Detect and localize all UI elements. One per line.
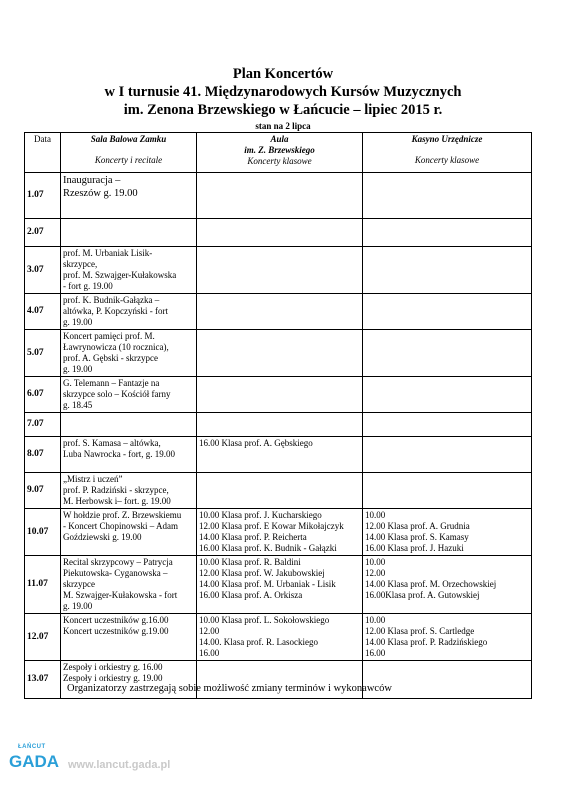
table-row xyxy=(25,509,532,556)
cell-line: 10.00 Klasa prof. R. Baldini xyxy=(199,557,301,567)
cell-sala-balowa xyxy=(61,614,197,661)
cell-line: 14.00. Klasa prof. R. Lasockiego xyxy=(199,637,318,647)
table-row xyxy=(25,614,532,661)
cell-line: 16.00 Klasa prof. K. Budnik - Gałązki xyxy=(199,543,337,553)
cell-line: Zespoły i orkiestry g. 19.00 xyxy=(63,673,163,683)
header-kasyno-title: Kasyno Urzędnicze xyxy=(411,134,483,144)
cell-line: - fort g. 19.00 xyxy=(63,281,113,291)
cell-aula xyxy=(197,509,363,556)
header-aula-title: Aula xyxy=(270,134,289,144)
cell-line: 10.00 Klasa prof. J. Kucharskiego xyxy=(199,510,322,520)
cell-line: 14.00 Klasa prof. M. Urbaniak - Lisik xyxy=(199,579,336,589)
header-aula xyxy=(197,133,363,173)
cell-line: prof. S. Kamasa – altówka, xyxy=(63,438,161,448)
header-sala-balowa xyxy=(61,133,197,173)
cell-aula xyxy=(197,556,363,614)
header-date-label: Data xyxy=(34,134,51,144)
header-aula-sub: Koncerty klasowe xyxy=(247,156,312,166)
cell-line: - Koncert Chopinowski – Adam xyxy=(63,521,178,531)
cell-line: g. 19.00 xyxy=(63,364,93,374)
cell-line: Koncert uczestników g.19.00 xyxy=(63,626,169,636)
row-date: 5.07 xyxy=(25,330,61,377)
watermark-url: www.lancut.gada.pl xyxy=(68,759,171,771)
cell-line: 12.00 Klasa prof. W. Jakubowskiej xyxy=(199,568,325,578)
title-line-2: w I turnusie 41. Międzynarodowych Kursów Muzycznych xyxy=(104,84,462,100)
table-row xyxy=(25,413,532,437)
cell-line: 12.00 xyxy=(199,626,220,636)
gada-logo xyxy=(6,744,66,780)
cell-line: 16.00 Klasa prof. J. Hazuki xyxy=(365,543,464,553)
row-date: 13.07 xyxy=(25,661,61,699)
cell-line: 12.00 Klasa prof. A. Grudnia xyxy=(365,521,470,531)
cell-line: 14.00 Klasa prof. S. Kamasy xyxy=(365,532,469,542)
row-date: 11.07 xyxy=(25,556,61,614)
cell-line: skrzypce solo – Kościół farny xyxy=(63,389,171,399)
cell-sala-balowa xyxy=(61,473,197,509)
cell-line: prof. A. Gębski - skrzypce xyxy=(63,353,158,363)
cell-line: 10.00 xyxy=(365,557,386,567)
logo-top-text: ŁAŃCUT xyxy=(18,744,46,750)
cell-sala-balowa xyxy=(61,509,197,556)
table-row xyxy=(25,294,532,330)
cell-line: skrzypce, xyxy=(63,259,98,269)
table-row xyxy=(25,556,532,614)
table-row xyxy=(25,247,532,294)
cell-kasyno xyxy=(363,509,532,556)
cell-kasyno xyxy=(363,173,532,219)
cell-line: 16.00 Klasa prof. A. Gębskiego xyxy=(199,438,313,448)
cell-line: 12.00 Klasa prof. E Kowar Mikołajczyk xyxy=(199,521,344,531)
cell-line: skrzypce xyxy=(63,579,95,589)
cell-line: prof. M. Urbaniak Lisik- xyxy=(63,248,153,258)
cell-line: prof. P. Radziński - skrzypce, xyxy=(63,485,169,495)
title-line-3: im. Zenona Brzewskiego w Łańcucie – lipiec 2015 r. xyxy=(123,102,443,118)
cell-line: 12.00 Klasa prof. S. Cartledge xyxy=(365,626,475,636)
row-date: 3.07 xyxy=(25,247,61,294)
cell-line: Luba Nawrocka - fort, g. 19.00 xyxy=(63,449,175,459)
cell-line: Rzeszów g. 19.00 xyxy=(63,188,138,199)
status-date: stan na 2 lipca xyxy=(255,121,311,131)
cell-aula xyxy=(197,330,363,377)
cell-line: 14.00 Klasa prof. P. Radzińskiego xyxy=(365,637,488,647)
cell-line: Recital skrzypcowy – Patrycja xyxy=(63,557,173,567)
cell-line: G. Telemann – Fantazje na xyxy=(63,378,160,388)
cell-line: Ławrynowicza (10 rocznica), xyxy=(63,342,169,352)
cell-line: 10.00 Klasa prof. L. Sokołowskiego xyxy=(199,615,330,625)
cell-line: 16.00 Klasa prof. A. Orkisza xyxy=(199,590,303,600)
cell-sala-balowa xyxy=(61,556,197,614)
cell-kasyno xyxy=(363,294,532,330)
table-row xyxy=(25,437,532,473)
row-date: 8.07 xyxy=(25,437,61,473)
cell-line: 12.00 xyxy=(365,568,386,578)
cell-line: Zespoły i orkiestry g. 16.00 xyxy=(63,662,163,672)
cell-line: Inauguracja – xyxy=(63,175,121,186)
cell-line: 16.00 xyxy=(199,648,220,658)
header-sala-balowa-title: Sala Balowa Zamku xyxy=(90,134,167,144)
cell-sala-balowa xyxy=(61,377,197,413)
cell-line: Koncert pamięci prof. M. xyxy=(63,331,155,341)
cell-aula xyxy=(197,247,363,294)
cell-line: g. 19.00 xyxy=(63,317,93,327)
row-date: 10.07 xyxy=(25,509,61,556)
logo-main-text: GADA xyxy=(9,752,60,771)
row-date: 2.07 xyxy=(25,219,61,247)
concert-schedule-table xyxy=(24,132,532,699)
cell-aula xyxy=(197,614,363,661)
table-row xyxy=(25,330,532,377)
cell-sala-balowa xyxy=(61,330,197,377)
cell-aula xyxy=(197,294,363,330)
cell-aula xyxy=(197,413,363,437)
cell-line: 10.00 xyxy=(365,615,386,625)
cell-line: 14.00 Klasa prof. M. Orzechowskiej xyxy=(365,579,497,589)
cell-line: Koncert uczestników g.16.00 xyxy=(63,615,169,625)
row-date: 7.07 xyxy=(25,413,61,437)
table-row xyxy=(25,173,532,219)
cell-line: 14.00 Klasa prof. P. Reicherta xyxy=(199,532,307,542)
cell-line: W hołdzie prof. Z. Brzewskiemu xyxy=(63,510,182,520)
title-line-1: Plan Koncertów xyxy=(232,66,334,82)
footer-note: Organizatorzy zastrzegają sobie możliwość zmiany terminów i wykonawców xyxy=(67,683,392,694)
table-header-row xyxy=(25,133,532,173)
cell-line: 16.00Klasa prof. A. Gutowskiej xyxy=(365,590,480,600)
cell-line: Piekutowska- Cyganowska – xyxy=(63,568,168,578)
header-kasyno-sub: Koncerty klasowe xyxy=(414,155,480,165)
row-date: 9.07 xyxy=(25,473,61,509)
cell-kasyno xyxy=(363,247,532,294)
cell-line: 16.00 xyxy=(365,648,386,658)
cell-sala-balowa xyxy=(61,413,197,437)
header-aula-title-2: im. Z. Brzewskiego xyxy=(244,145,315,155)
cell-kasyno xyxy=(363,556,532,614)
cell-sala-balowa xyxy=(61,173,197,219)
cell-sala-balowa xyxy=(61,294,197,330)
cell-kasyno xyxy=(363,437,532,473)
cell-line: „Mistrz i uczeń” xyxy=(63,474,123,484)
cell-aula xyxy=(197,473,363,509)
cell-sala-balowa xyxy=(61,437,197,473)
cell-line: Goździewski g. 19.00 xyxy=(63,532,142,542)
table-row xyxy=(25,377,532,413)
schedule-body xyxy=(25,173,532,699)
cell-aula xyxy=(197,377,363,413)
cell-line: M. Szwajger-Kułakowska - fort xyxy=(63,590,178,600)
cell-aula xyxy=(197,173,363,219)
cell-line: prof. K. Budnik-Gałązka – xyxy=(63,295,160,305)
table-row xyxy=(25,219,532,247)
cell-aula xyxy=(197,219,363,247)
row-date: 4.07 xyxy=(25,294,61,330)
cell-line: 10.00 xyxy=(365,510,386,520)
row-date: 1.07 xyxy=(25,173,61,219)
cell-kasyno xyxy=(363,330,532,377)
header-date xyxy=(25,133,61,173)
cell-line: prof. M. Szwajger-Kułakowska xyxy=(63,270,177,280)
cell-kasyno xyxy=(363,219,532,247)
cell-aula xyxy=(197,437,363,473)
cell-line: g. 18.45 xyxy=(63,400,93,410)
cell-kasyno xyxy=(363,413,532,437)
cell-kasyno xyxy=(363,614,532,661)
header-kasyno xyxy=(363,133,532,173)
table-row xyxy=(25,473,532,509)
header-sala-balowa-sub: Koncerty i recitale xyxy=(94,155,163,165)
cell-kasyno xyxy=(363,473,532,509)
row-date: 12.07 xyxy=(25,614,61,661)
row-date: 6.07 xyxy=(25,377,61,413)
cell-sala-balowa xyxy=(61,247,197,294)
cell-kasyno xyxy=(363,377,532,413)
cell-sala-balowa xyxy=(61,219,197,247)
cell-line: altówka, P. Kopczyński - fort xyxy=(63,306,168,316)
cell-line: M. Herbowsk i– fort. g. 19.00 xyxy=(63,496,171,506)
cell-line: g. 19.00 xyxy=(63,601,93,611)
